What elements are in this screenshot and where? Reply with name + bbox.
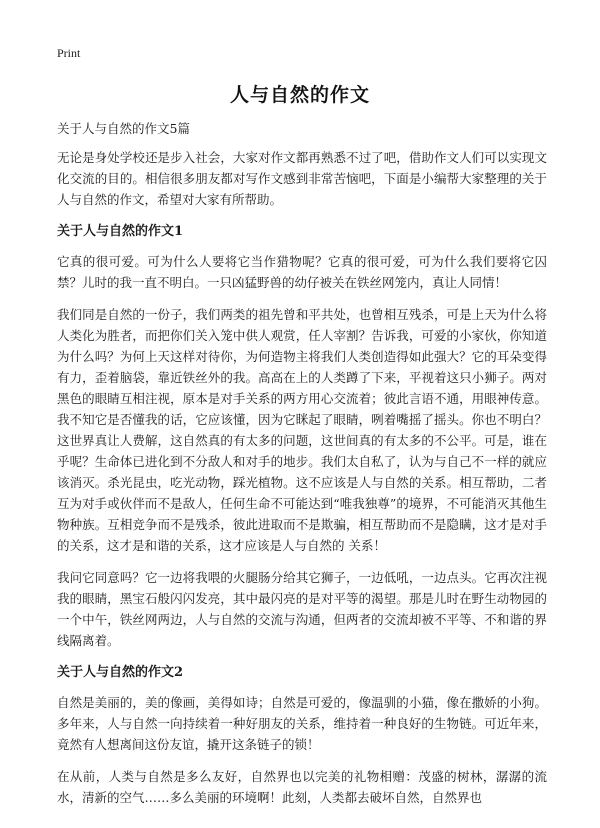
article-body	[57, 118, 547, 819]
section1-paragraph: 我们同是自然的一份子，我们两类的祖先曾和平共处，也曾相互残杀，可是上天为什么将人类化为胜者，而把你们关入笼中供人观赏，任人宰割？告诉我，可爱的小家伙，你知道为什么吗？为何上天这样对待你，为何造物主将我们人类创造得如此强大？它的耳朵变得有力，歪着脑袋，靠近铁丝外的我。高高在上的人类蹲了下来，平视着这只小狮子。两对黑色的眼睛互相注视，原本是对手关系的两方用心交流着；彼此言语不通，用眼神传意。我不知它是否懂我的话，它应该懂，因为它眯起了眼睛，咧着嘴摇了摇头。你也不明白？这世界真让人费解，这自然真的有太多的问题，这世间真的有太多的不公平。可是，谁在乎呢？生命体已进化到不分敌人和对手的地步。我们太自私了，认为与自己不一样的就应该消灭。杀光昆虫，吃光动物，踩光植物。这不应该是人与自然的关系。相互帮助，二者互为对手或伙伴而不是敌人，任何生命不可能达到“唯我独尊”的境界，不可能消灭其他生物种族。互相竞争而不是残杀，彼此进取而不是欺骗，相互帮助而不是隐瞒，这才是对手的关系，这才是和谐的关系，这才应该是人与自然的 关系！	[57, 307, 547, 553]
section2-paragraph: 自然是美丽的，美的像画，美得如诗；自然是可爱的，像温驯的小猫，像在撒娇的小狗。多年来，人与自然一向持续着一种好朋友的关系，维持着一种良好的生物链。可近年来，竟然有人想离间这份友谊，撬开这条链子的锁！	[57, 695, 547, 752]
page-title: 人与自然的作文	[229, 84, 370, 106]
intro-paragraph: 无论是身处学校还是步入社会，大家对作文都再熟悉不过了吧，借助作文人们可以实现文化交流的目的。相信很多朋友都对写作文感到非常苦恼吧，下面是小编帮大家整理的关于人与自然的作文，希望对大家有所帮助。	[57, 150, 547, 207]
section2-paragraph: 在从前，人类与自然是多么友好，自然界也以完美的礼物相赠：茂盛的树林，潺潺的流水，清新的空气……多么美丽的环境啊！此刻，人类都去破坏自然，自然界也	[57, 769, 547, 805]
article-subtitle: 关于人与自然的作文5篇	[57, 121, 190, 136]
print-link[interactable]: Print	[57, 46, 81, 60]
section-heading-2: 关于人与自然的作文2	[57, 665, 184, 680]
section1-paragraph: 它真的很可爱。可为什么人要将它当作猎物呢？它真的很可爱，可为什么我们要将它囚禁？儿时的我一直不明白。一只凶猛野兽的幼仔被关在铁丝网笼内，真让人同情！	[57, 254, 547, 290]
section-heading-1: 关于人与自然的作文1	[57, 224, 184, 239]
section1-paragraph: 我问它同意吗？它一边将我喂的火腿肠分给其它狮子，一边低吼，一边点头。它再次注视我的眼睛，黑宝石般闪闪发亮，其中最闪亮的是对平等的渴望。那是儿时在野生动物园的一个中午，铁丝网两边，人与自然的交流与沟通，但两者的交流却被不平等、不和谐的界线隔离着。	[57, 570, 547, 648]
